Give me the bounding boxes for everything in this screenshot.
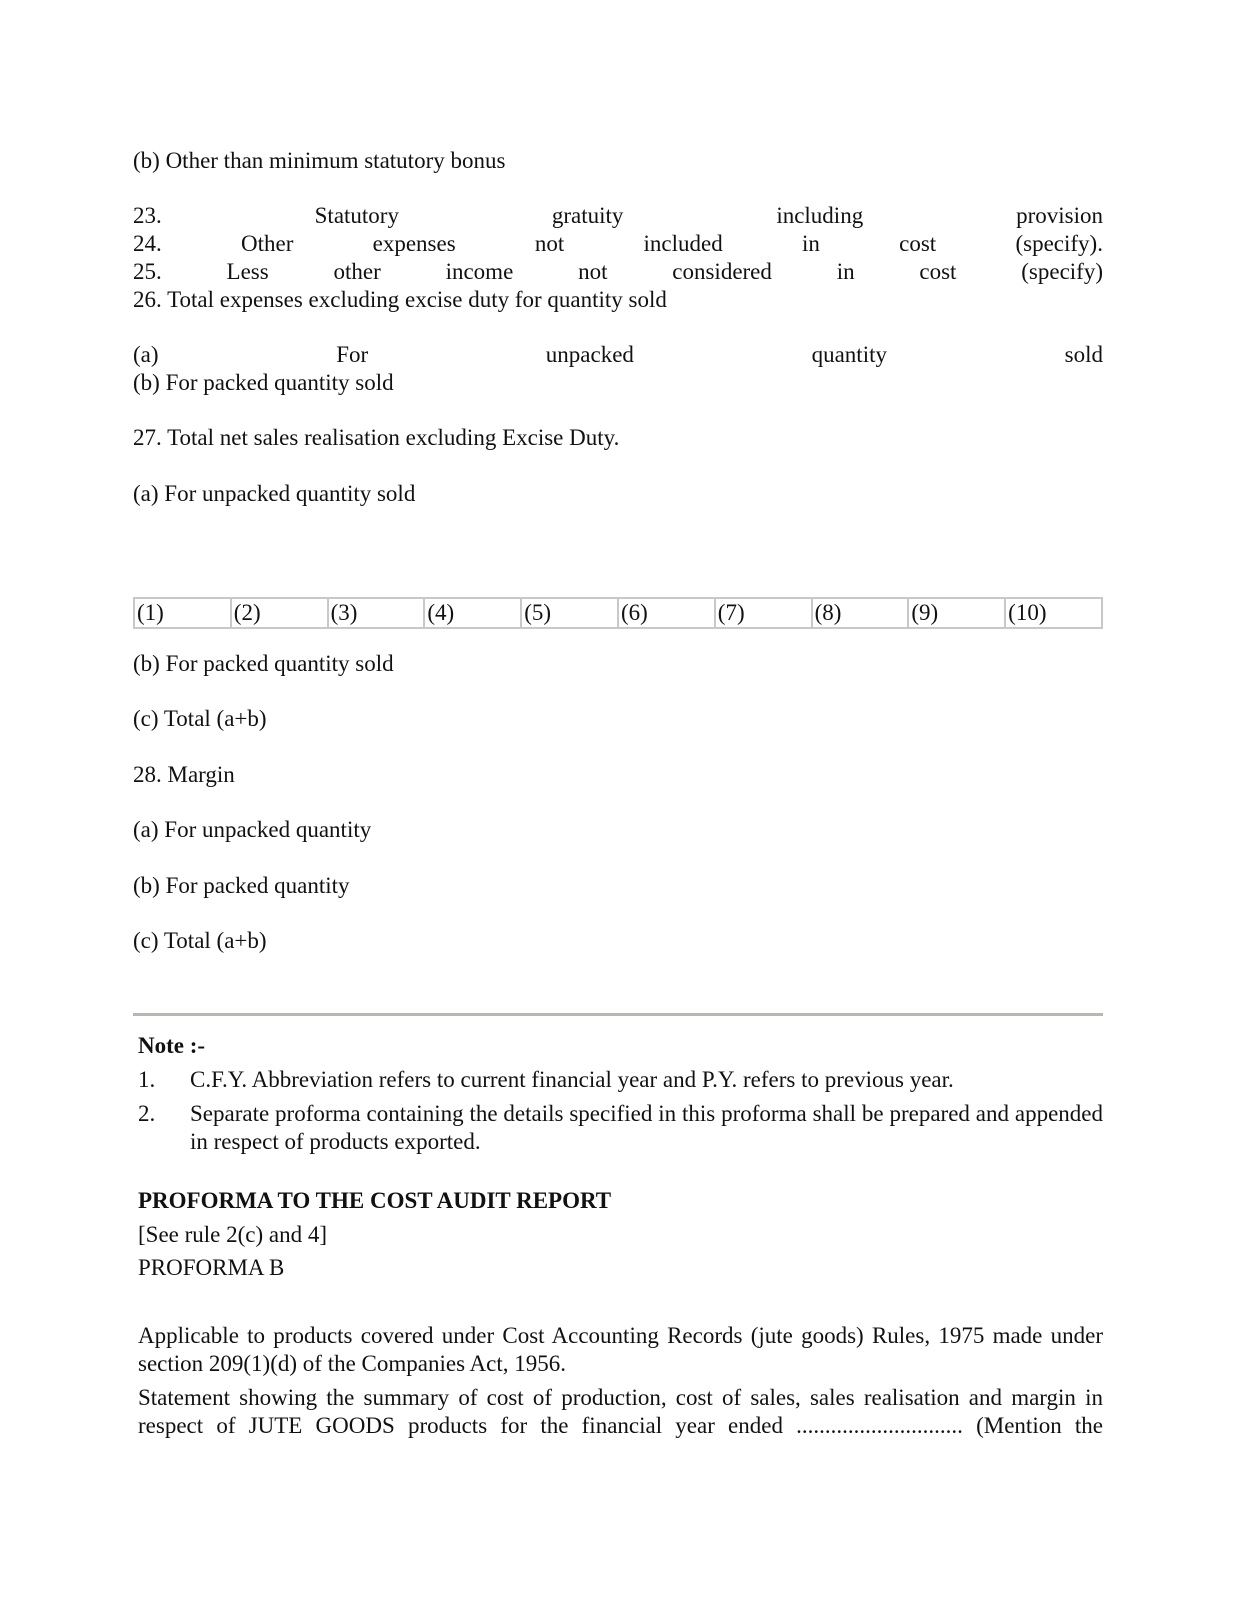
item-24-word: included — [643, 231, 723, 256]
item-25-word: not — [578, 259, 608, 284]
proforma-title: PROFORMA TO THE COST AUDIT REPORT — [138, 1188, 612, 1213]
notes-section — [138, 1032, 1103, 1156]
column-number-cell: (7) — [714, 599, 811, 627]
proforma-rule: [See rule 2(c) and 4] — [138, 1222, 328, 1247]
item-23 — [133, 202, 1103, 230]
item-24-word: cost — [899, 231, 937, 256]
item-27c: (c) Total (a+b) — [133, 706, 267, 731]
notes-heading: Note :- — [138, 1033, 206, 1058]
item-26: 26. Total expenses excluding excise duty for quantity sold — [133, 287, 667, 312]
item-24-word: (specify). — [1015, 231, 1103, 256]
item-23-word: gratuity — [551, 203, 624, 228]
item-26a-word: quantity — [811, 342, 887, 367]
proforma-name: PROFORMA B — [138, 1255, 285, 1280]
item-26a-word: (a) — [133, 342, 159, 367]
column-number-cell: (3) — [327, 599, 424, 627]
item-25-word: in — [836, 259, 855, 284]
item-26a — [133, 341, 1103, 369]
item-28c: (c) Total (a+b) — [133, 928, 267, 953]
column-number-cell: (1) — [137, 600, 164, 625]
column-number-cell: (4) — [423, 599, 520, 627]
item-26a-word: For — [336, 342, 369, 367]
item-25-word: income — [445, 259, 514, 284]
note-text: C.F.Y. Abbreviation refers to current financial year and P.Y. refers to previous year. — [190, 1067, 954, 1092]
note-text: Separate proforma containing the details specified in this proforma shall be prepared and appended in respect of products exported. — [190, 1101, 1103, 1154]
item-27a: (a) For unpacked quantity sold — [133, 481, 416, 506]
column-number-cell: (9) — [907, 599, 1004, 627]
item-24-word: expenses — [372, 231, 456, 256]
column-number-table — [133, 597, 1103, 629]
item-26b: (b) For packed quantity sold — [133, 370, 394, 395]
column-number-cell: (6) — [617, 599, 714, 627]
item-24-word: 24. — [133, 231, 162, 256]
item-26a-word: unpacked — [545, 342, 634, 367]
item-27b: (b) For packed quantity sold — [133, 651, 394, 676]
item-24-word: Other — [241, 231, 294, 256]
item-25-word: Less — [226, 259, 269, 284]
note-number: 1. — [138, 1067, 156, 1092]
item-b-other-bonus: (b) Other than minimum statutory bonus — [133, 148, 506, 173]
item-23-word: 23. — [133, 203, 162, 228]
item-27: 27. Total net sales realisation excluding Excise Duty. — [133, 425, 620, 450]
item-25 — [133, 258, 1103, 286]
column-number-cell: (2) — [230, 599, 327, 627]
note-number: 2. — [138, 1101, 156, 1126]
note-item — [138, 1100, 1103, 1156]
item-24-word: in — [802, 231, 820, 256]
column-number-cell: (5) — [520, 599, 617, 627]
item-23-word: including — [776, 203, 864, 228]
item-28a: (a) For unpacked quantity — [133, 817, 372, 842]
column-number-cell: (10) — [1004, 599, 1101, 627]
item-23-word: provision — [1016, 203, 1103, 228]
item-25-word: cost — [919, 259, 957, 284]
item-28b: (b) For packed quantity — [133, 873, 350, 898]
item-26a-word: sold — [1064, 342, 1103, 367]
item-25-word: other — [333, 259, 381, 284]
column-number-cell: (8) — [811, 599, 908, 627]
proforma-statement: Statement showing the summary of cost of production, cost of sales, sales realisation and margin in respect of JUTE GOODS products for the financial year ended ............................. (Mention the — [138, 1385, 1103, 1438]
item-24-word: not — [534, 231, 565, 256]
note-item — [138, 1066, 1103, 1094]
proforma-applicable: Applicable to products covered under Cost Accounting Records (jute goods) Rules, 1975 made under section 209(1)(d) of the Companies Act, 1956. — [138, 1323, 1103, 1376]
section-divider — [133, 1013, 1103, 1016]
item-25-word: 25. — [133, 259, 162, 284]
item-24 — [133, 230, 1103, 258]
item-25-word: considered — [672, 259, 772, 284]
item-28: 28. Margin — [133, 762, 235, 787]
item-23-word: Statutory — [314, 203, 399, 228]
item-25-word: (specify) — [1021, 259, 1103, 284]
